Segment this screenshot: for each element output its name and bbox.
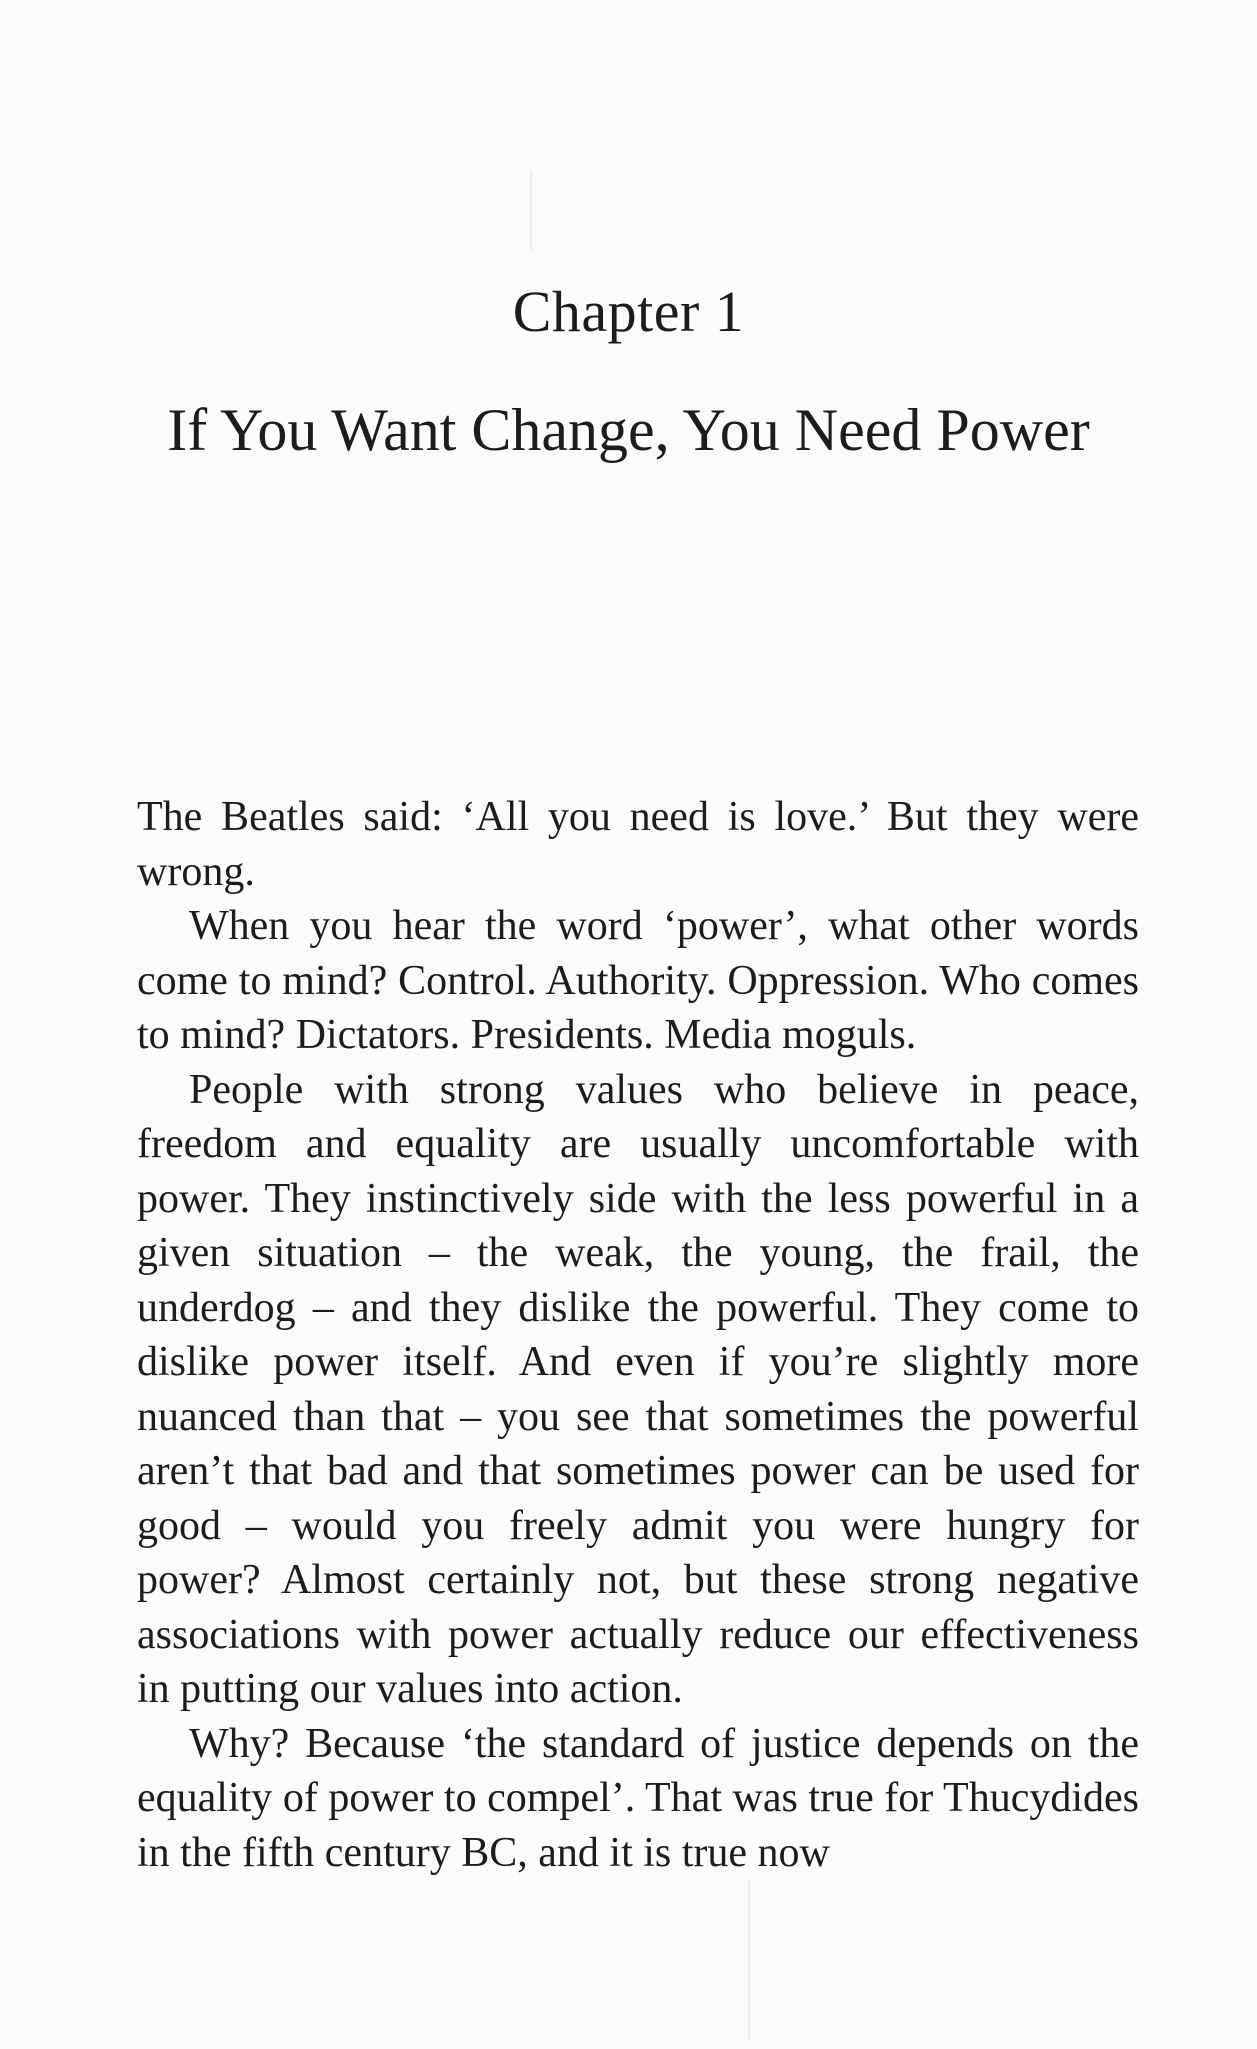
paragraph-4: Why? Because ‘the standard of justice depends on the equality of power to compel’. That was true for Thucydides in the fifth century BC, and it is true now [137, 1720, 1139, 1876]
chapter-number: Chapter 1 [512, 279, 745, 344]
paragraph-1: The Beatles said: ‘All you need is love.’ But they were wrong. [137, 794, 1139, 895]
chapter-body [137, 790, 1139, 1880]
paragraph-3: People with strong values who believe in peace, freedom and equality are usually uncomfortable with power. They instinctively side with the less powerful in a given situation – the weak, the young, the frail, the underdog – and they dislike the powerful. They come to dislike power itself. And even if you’re slightly more nuanced than that – you see that sometimes the powerful aren’t that bad and that sometimes power can be used for good – would you freely admit you were hungry for power? Almost certainly not, but these strong negative associations with power actually reduce our effectiveness in putting our values into action. [137, 1066, 1139, 1712]
chapter-title: If You Want Change, You Need Power [167, 397, 1090, 463]
scan-crease-line [530, 170, 532, 250]
paragraph-2: When you hear the word ‘power’, what other words come to mind? Control. Authority. Oppression. Who comes to mind? Dictators. Presidents. Media moguls. [137, 903, 1139, 1058]
scan-crease-line-lower [748, 1880, 750, 2040]
